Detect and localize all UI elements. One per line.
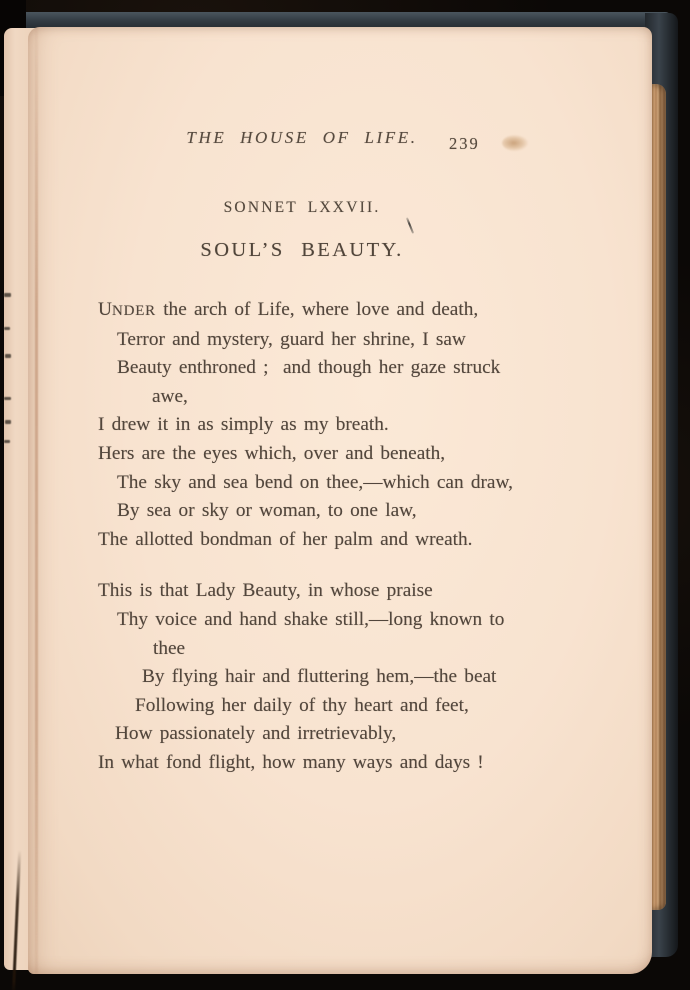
poem-line: awe, [152, 385, 188, 407]
page-number: 239 [449, 134, 480, 153]
gutter-crease [35, 27, 38, 974]
poem-title: SOUL’S BEAUTY. [200, 239, 404, 261]
poem-line: By sea or sky or woman, to one law, [117, 500, 417, 522]
stanza-1 [98, 296, 588, 554]
lead-capital: U [98, 299, 112, 320]
running-header: THE HOUSE OF LIFE. [186, 128, 418, 147]
edge-print-fragment [4, 440, 10, 443]
poem-line: The allotted bondman of her palm and wreath. [98, 528, 473, 550]
poem-line: thee [153, 637, 186, 659]
poem-line: Beauty enthroned ; and though her gaze struck [117, 357, 501, 379]
poem-line: UNDER the arch of Life, where love and death, [98, 299, 479, 320]
foxing-stain [502, 135, 528, 151]
poem-line: By flying hair and fluttering hem,—the beat [142, 666, 497, 688]
edge-print-fragment [5, 420, 11, 424]
poem-line: The sky and sea bend on thee,—which can draw, [117, 471, 513, 493]
sonnet-heading: SONNET LXXVII. [223, 199, 381, 216]
poem-line: Thy voice and hand shake still,—long known to [117, 608, 505, 630]
poem-line: In what fond flight, how many ways and days ! [98, 751, 484, 773]
edge-print-fragment [4, 327, 10, 330]
poem-line: How passionately and irretrievably, [115, 723, 397, 745]
page-fold-crease [12, 850, 21, 990]
stanza-2 [98, 577, 588, 777]
book-page [28, 27, 652, 974]
small-caps-lead: NDER [111, 303, 156, 319]
edge-print-fragment [5, 354, 11, 358]
pen-mark [406, 217, 414, 234]
poem-text [98, 296, 588, 778]
poem-line: Terror and mystery, guard her shrine, I saw [117, 328, 466, 350]
edge-print-fragment [4, 397, 11, 400]
poem-line: Following her daily of thy heart and feet, [135, 694, 469, 716]
edge-print-fragment [4, 293, 11, 297]
poem-line: Hers are the eyes which, over and beneath, [98, 442, 446, 464]
poem-line: I drew it in as simply as my breath. [98, 414, 389, 436]
poem-line: This is that Lady Beauty, in whose praise [98, 580, 433, 602]
